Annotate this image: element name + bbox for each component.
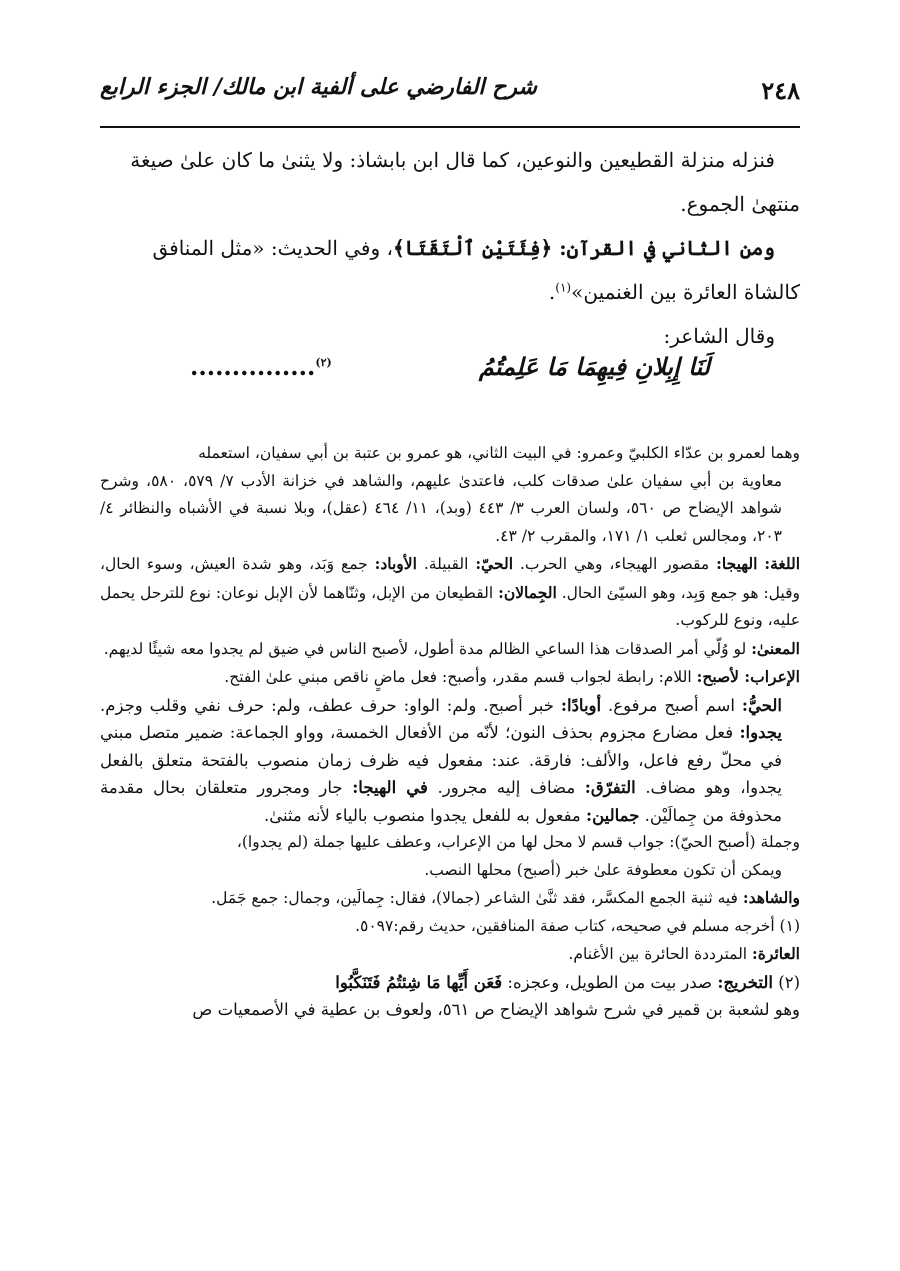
paragraph-3: وقال الشاعر: bbox=[663, 324, 775, 348]
main-text bbox=[112, 138, 800, 358]
irab-text-1: اللام: رابطة لجواب قسم مقدر، وأصبح: فعل ماضٍ ناقص مبني علىٰ الفتح. bbox=[224, 668, 697, 686]
aaira-text: المترددة الحائرة بين الأغنام. bbox=[568, 945, 753, 963]
irab-word-1: لأصبح: bbox=[696, 667, 745, 686]
verse-second-hemistich: فَعَن أَيِّها مَا شِئتُمُ فَتَنَكَّبُوا bbox=[335, 972, 503, 992]
footnotes bbox=[100, 440, 800, 1024]
paragraph-1: فنزله منزلة القطيعين والنوعين، كما قال ابن بابشاذ: ولا يثنىٰ ما كان علىٰ صيغة منتهىٰ الجموع. bbox=[130, 148, 800, 216]
irab-detail-word-3: يجدوا: bbox=[739, 723, 782, 742]
irab-detail-word-5: في الهيجا: bbox=[352, 778, 428, 797]
lugha-word-3: الأوباد: bbox=[374, 554, 417, 573]
lugha-word-2: الحيّ: bbox=[475, 554, 514, 573]
note-irab bbox=[100, 663, 800, 692]
quran-quote: ﴿فِئَتَيْنِ ٱلْتَقَتَا﴾ bbox=[392, 236, 553, 260]
page-header bbox=[100, 70, 800, 110]
footnote-ref-1: (١) bbox=[555, 280, 572, 295]
irab-detail-text-2: خبر أصبح. ولم: الواو: حرف عطف، ولم: حرف نفي وقلب وجزم. bbox=[100, 695, 561, 715]
takhrij-text: صدر بيت من الطويل، وعجزه: bbox=[502, 972, 718, 992]
note-shahid bbox=[100, 884, 800, 913]
aaira-label: العائرة: bbox=[752, 944, 800, 963]
footnote-ref-2: (٢) bbox=[315, 356, 332, 369]
shahid-text: فيه ثنية الجمع المكسَّر، فقد ثنَّىٰ الشاعر (جمالا)، فقال: جِمالَين، وجمال: جمع جَمَل. bbox=[211, 889, 743, 907]
irab-detail-word-1: الحيُّ: bbox=[741, 695, 782, 715]
lugha-text-1: مقصور الهيجاء، وهي الحرب. bbox=[513, 555, 717, 573]
mana-text: لو وُلّي أمر الصدقات هذا الساعي الظالم مدة أطول، لأصبح الناس في ضيق لم يجدوا معه شيئًا لديهم. bbox=[103, 639, 752, 658]
note-jumla-cont: ويمكن أن تكون معطوفة علىٰ خبر (أصبح) محلها النصب. bbox=[424, 860, 782, 879]
note-aaira bbox=[100, 940, 800, 969]
note-jumla: وجملة (أصبح الحيّ): جواب قسم لا محل لها من الإعراب، وعطف عليها جملة (لم يجدوا)، bbox=[236, 833, 800, 851]
irab-detail-word-2: أوبادًا: bbox=[560, 695, 602, 715]
footnote-1: (١) أخرجه مسلم في صحيحه، كتاب صفة المنافقين، حديث رقم:٥٠٩٧. bbox=[355, 916, 800, 935]
irab-detail-text-1: اسم أصبح مرفوع. bbox=[601, 695, 742, 715]
footnote-2-cont: وهو لشعبة بن قمير في شرح شواهد الإيضاح ص ٥٦١، ولعوف بن عطية في الأصمعيات ص bbox=[192, 1000, 800, 1019]
verse-hemistich: لَنَا إِبِلانِ فِيهِمَا مَا عَلِمتُمُ bbox=[478, 352, 710, 381]
takhrij-label: التخريج: bbox=[717, 972, 773, 992]
lugha-label: اللغة: bbox=[764, 554, 801, 573]
irab-label: الإعراب: bbox=[744, 667, 800, 686]
note-attribution-cont: معاوية بن أبي سفيان علىٰ صدقات كلب، فاعتدىٰ عليهم، والشاهد في خزانة الأدب ٧/ ٥٧٩، ٥٨٠، وشرح شواهد الإيضاح ص ٥٦٠، ولسان العرب ٣/ ٤٤٣ (وبد)، ١١/ ٤٦٤ (عقل)، وبلا نسبة في الأشباه والنظائر ٤/ ٢٠٣، ومجالس ثعلب ١/ ١٧١، والمقرب ٢/ ٤٣. bbox=[100, 471, 783, 545]
irab-detail-word-6: جمالين: bbox=[586, 805, 640, 825]
note-attribution: وهما لعمرو بن عدّاء الكلبيّ وعمرو: في البيت الثاني، هو عمرو بن عتبة بن أبي سفيان، استعمله bbox=[198, 444, 800, 462]
hadith-quote: ، وفي الحديث: «مثل المنافق كالشاة العائرة بين الغنمين» bbox=[152, 236, 800, 304]
irab-detail-text-5: جار ومجرور متعلقان بحال مقدمة محذوفة من جِمالَيْن. bbox=[100, 778, 782, 825]
lugha-word-1: الهيجا: bbox=[716, 554, 758, 573]
header-rule bbox=[100, 126, 800, 128]
irab-detail-word-4: التفرّق: bbox=[584, 778, 636, 797]
shahid-label: والشاهد: bbox=[742, 888, 800, 907]
verse-dots: ............... bbox=[190, 352, 316, 381]
lugha-text-3: جمع وَبَد، وهو شدة العيش، وسوء الحال، وقيل: هو جمع وَبِد، وهو السيّئ الحال. bbox=[100, 555, 800, 602]
paragraph-2-lead: ومن الثاني في القرآن: bbox=[552, 236, 775, 260]
note-irab-details bbox=[100, 692, 800, 830]
verse-ellipsis bbox=[190, 352, 332, 381]
footnote-2 bbox=[100, 969, 800, 997]
running-title: شرح الفارضي على ألفية ابن مالك/ الجزء الرابع bbox=[100, 74, 537, 100]
note-mana bbox=[100, 635, 800, 664]
irab-detail-text-6: مفعول به للفعل يجدوا منصوب بالياء لأنه مثنىٰ. bbox=[263, 805, 586, 825]
lugha-text-2: القبيلة. bbox=[416, 555, 476, 573]
page-number: ٢٤٨ bbox=[761, 76, 800, 105]
lugha-text-4: القطيعان من الإبل، وثنّاهما لأن الإبل نوعان: نوع للترحل يحمل عليه، ونوع للركوب. bbox=[100, 583, 800, 629]
irab-detail-text-3: فعل مضارع مجزوم بحذف النون؛ لأنّه من الأفعال الخمسة، وواو الجماعة: ضمير متصل مبني في محلّ رفع فاعل، والألف: فارقة. عند: مفعول فيه ظرف زمان منصوب بالفتحة متعلق بالفعل يجدوا، وهو مضاف. bbox=[100, 723, 783, 797]
paragraph-2 bbox=[112, 226, 800, 314]
note-lugha bbox=[100, 550, 800, 635]
mana-label: المعنىٰ: bbox=[751, 638, 800, 658]
footnote-2-number: (٢) bbox=[773, 972, 800, 992]
lugha-word-4: الجِمالان: bbox=[498, 582, 557, 602]
irab-detail-text-4: مضاف إليه مجرور. bbox=[427, 778, 585, 797]
poetry-verse bbox=[150, 348, 750, 394]
paragraph-2-end: . bbox=[548, 280, 556, 304]
